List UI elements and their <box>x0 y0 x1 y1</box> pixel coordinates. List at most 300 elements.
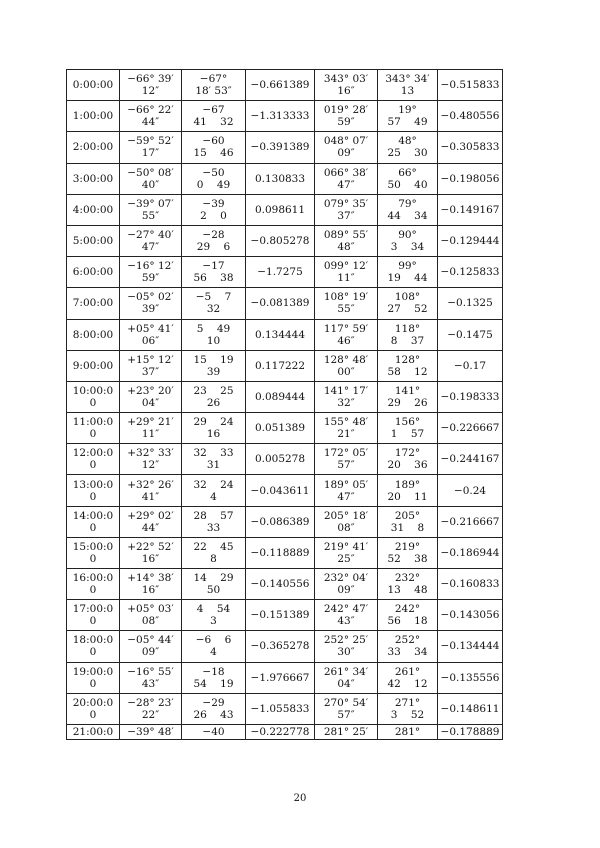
cell-line: 15 46 <box>193 147 234 160</box>
cell-line: 0.117222 <box>254 359 306 372</box>
cell-line: −0.134444 <box>440 640 500 653</box>
cell-line: 59″ <box>337 116 355 129</box>
cell-line: 11:00:0 <box>72 416 114 429</box>
cell-line: −0.125833 <box>440 266 500 279</box>
cell-line: 0.134444 <box>254 328 306 341</box>
diff-cell <box>246 70 315 101</box>
time-cell <box>67 537 120 568</box>
cell-line: 343° 03′ <box>323 73 369 86</box>
cell-line: 28 57 <box>193 509 234 522</box>
azimuth-rounded-cell <box>378 444 438 475</box>
azimuth-cell <box>315 569 378 600</box>
diff-cell <box>246 381 315 412</box>
azimuth-diff-cell <box>438 381 503 412</box>
cell-line: 17:00:0 <box>72 603 114 616</box>
cell-line: 8 <box>210 552 217 565</box>
cell-line: −0.086389 <box>250 515 310 528</box>
azimuth-diff-cell <box>438 132 503 163</box>
diff-cell <box>246 693 315 724</box>
cell-line: 04″ <box>337 677 355 690</box>
azimuth-diff-cell <box>438 70 503 101</box>
azimuth-cell <box>315 413 378 444</box>
angle-cell <box>120 319 182 350</box>
cell-line: −0.143056 <box>440 609 500 622</box>
table-row <box>67 506 503 537</box>
time-cell <box>67 132 120 163</box>
cell-line: 33 <box>206 521 221 534</box>
cell-line: 172° 05′ <box>323 447 369 460</box>
cell-line: −1.055833 <box>250 702 310 715</box>
page-number: 20 <box>293 793 307 804</box>
cell-line: 128° 48′ <box>323 353 369 366</box>
angle-cell <box>120 70 182 101</box>
time-cell <box>67 257 120 288</box>
cell-line: +14° 38′ <box>127 572 174 585</box>
cell-line: −1.976667 <box>250 671 310 684</box>
azimuth-rounded-cell <box>378 101 438 132</box>
azimuth-diff-cell <box>438 537 503 568</box>
cell-line: +32° 33′ <box>127 447 174 460</box>
azimuth-cell <box>315 70 378 101</box>
angle-rounded-cell <box>182 475 246 506</box>
angle-rounded-cell <box>182 257 246 288</box>
angle-cell <box>120 444 182 475</box>
cell-line: −0.222778 <box>250 725 310 738</box>
time-cell <box>67 288 120 319</box>
diff-cell <box>246 475 315 506</box>
angle-rounded-cell <box>182 600 246 631</box>
cell-line: 32 24 <box>193 478 234 491</box>
cell-line: 0 <box>89 584 97 597</box>
cell-line: 25 30 <box>387 147 428 160</box>
cell-line: +29° 21′ <box>127 416 174 429</box>
time-cell <box>67 444 120 475</box>
table-row <box>67 693 503 724</box>
diff-cell <box>246 132 315 163</box>
angle-cell <box>120 537 182 568</box>
cell-line: 2:00:00 <box>72 141 114 154</box>
cell-line: −40 <box>202 725 225 738</box>
cell-line: 56 38 <box>193 272 234 285</box>
azimuth-diff-cell <box>438 600 503 631</box>
azimuth-cell <box>315 163 378 194</box>
cell-line: 0 <box>89 552 97 565</box>
diff-cell <box>246 257 315 288</box>
cell-line: 32 <box>206 303 221 316</box>
cell-line: 25″ <box>337 552 355 565</box>
time-cell <box>67 225 120 256</box>
azimuth-rounded-cell <box>378 350 438 381</box>
angle-cell <box>120 724 182 739</box>
angle-rounded-cell <box>182 724 246 739</box>
cell-line: 9:00:00 <box>72 359 114 372</box>
table-row <box>67 194 503 225</box>
cell-line: 29 26 <box>387 396 428 409</box>
cell-line: 26 <box>206 396 221 409</box>
azimuth-cell <box>315 506 378 537</box>
cell-line: 0.051389 <box>254 422 306 435</box>
cell-line: −0.365278 <box>250 640 310 653</box>
cell-line: 59″ <box>141 272 160 285</box>
azimuth-rounded-cell <box>378 506 438 537</box>
diff-cell <box>246 413 315 444</box>
cell-line: 10:00:0 <box>72 384 114 397</box>
cell-line: 19° <box>398 104 417 117</box>
cell-line: 27 52 <box>387 303 428 316</box>
azimuth-cell <box>315 631 378 662</box>
cell-line: +29° 02′ <box>127 509 174 522</box>
cell-line: 155° 48′ <box>323 416 369 429</box>
cell-line: 261° <box>394 665 421 678</box>
cell-line: 20:00:0 <box>72 696 114 709</box>
cell-line: 172° <box>394 447 421 460</box>
cell-line: 6:00:00 <box>72 266 114 279</box>
cell-line: 39 <box>206 365 221 378</box>
cell-line: 32″ <box>337 396 355 409</box>
table-row <box>67 132 503 163</box>
azimuth-diff-cell <box>438 225 503 256</box>
azimuth-rounded-cell <box>378 569 438 600</box>
azimuth-cell <box>315 194 378 225</box>
azimuth-rounded-cell <box>378 475 438 506</box>
cell-line: −0.198056 <box>440 172 500 185</box>
azimuth-rounded-cell <box>378 537 438 568</box>
azimuth-rounded-cell <box>378 381 438 412</box>
table-row <box>67 444 503 475</box>
diff-cell <box>246 569 315 600</box>
angle-cell <box>120 506 182 537</box>
cell-line: 7:00:00 <box>72 297 114 310</box>
diff-cell <box>246 631 315 662</box>
cell-line: −0.178889 <box>440 725 500 738</box>
angle-rounded-cell <box>182 413 246 444</box>
cell-line: 47″ <box>337 178 355 191</box>
diff-cell <box>246 444 315 475</box>
cell-line: 13 <box>400 85 415 98</box>
cell-line: 09″ <box>141 646 160 659</box>
cell-line: −66° 39′ <box>127 73 174 86</box>
cell-line: 281° 25′ <box>323 725 369 738</box>
table-row <box>67 381 503 412</box>
diff-cell <box>246 319 315 350</box>
azimuth-cell <box>315 600 378 631</box>
table-row <box>67 257 503 288</box>
table-row <box>67 475 503 506</box>
cell-line: −0.226667 <box>440 422 500 435</box>
angle-rounded-cell <box>182 662 246 693</box>
cell-line: 4 54 <box>196 603 231 616</box>
angle-cell <box>120 381 182 412</box>
cell-line: 128° <box>394 353 421 366</box>
diff-cell <box>246 506 315 537</box>
cell-line: 4 <box>210 646 217 659</box>
cell-line: 46″ <box>337 334 355 347</box>
cell-line: 5:00:00 <box>72 235 114 248</box>
cell-line: +05° 41′ <box>127 322 174 335</box>
table-row <box>67 600 503 631</box>
cell-line: 16:00:0 <box>72 572 114 585</box>
cell-line: 15 19 <box>193 353 234 366</box>
cell-line: 5 49 <box>196 322 231 335</box>
cell-line: 48° <box>398 135 417 148</box>
time-cell <box>67 194 120 225</box>
table-row <box>67 225 503 256</box>
cell-line: 18′ 53″ <box>195 85 232 98</box>
cell-line: 019° 28′ <box>323 104 369 117</box>
cell-line: 3 <box>210 615 217 628</box>
cell-line: −0.081389 <box>250 297 310 310</box>
cell-line: +32° 26′ <box>127 478 174 491</box>
cell-line: +05° 03′ <box>127 603 174 616</box>
cell-line: 56 18 <box>387 615 428 628</box>
azimuth-rounded-cell <box>378 600 438 631</box>
cell-line: 50 40 <box>387 178 428 191</box>
cell-line: 242° <box>394 603 421 616</box>
time-cell <box>67 319 120 350</box>
azimuth-cell <box>315 475 378 506</box>
cell-line: 09″ <box>337 584 355 597</box>
cell-line: −05° 44′ <box>127 634 174 647</box>
azimuth-diff-cell <box>438 101 503 132</box>
diff-cell <box>246 225 315 256</box>
diff-cell <box>246 288 315 319</box>
time-cell <box>67 381 120 412</box>
cell-line: 55″ <box>337 303 355 316</box>
cell-line: 1:00:00 <box>72 110 114 123</box>
cell-line: 205° 18′ <box>323 509 369 522</box>
cell-line: −0.149167 <box>440 203 500 216</box>
angle-rounded-cell <box>182 693 246 724</box>
cell-line: −05° 02′ <box>127 291 174 304</box>
azimuth-rounded-cell <box>378 163 438 194</box>
cell-line: 117° 59′ <box>323 322 369 335</box>
cell-line: −0.1325 <box>447 297 493 310</box>
cell-line: 12″ <box>141 459 160 472</box>
cell-line: 22″ <box>141 708 160 721</box>
cell-line: 118° <box>394 322 421 335</box>
diff-cell <box>246 163 315 194</box>
cell-line: 219° <box>394 540 421 553</box>
azimuth-rounded-cell <box>378 132 438 163</box>
table-row <box>67 288 503 319</box>
azimuth-cell <box>315 693 378 724</box>
azimuth-cell <box>315 724 378 739</box>
time-cell <box>67 475 120 506</box>
azimuth-diff-cell <box>438 724 503 739</box>
cell-line: 8:00:00 <box>72 328 114 341</box>
table-row <box>67 163 503 194</box>
cell-line: 252° <box>394 634 421 647</box>
cell-line: 08″ <box>141 615 160 628</box>
cell-line: 47″ <box>337 490 355 503</box>
cell-line: −0.17 <box>453 359 487 372</box>
cell-line: 10 <box>206 334 221 347</box>
cell-line: −27° 40′ <box>127 229 174 242</box>
cell-line: 23 25 <box>193 384 234 397</box>
cell-line: 0 49 <box>196 178 231 191</box>
cell-line: 205° <box>394 509 421 522</box>
cell-line: 13 48 <box>387 584 428 597</box>
azimuth-rounded-cell <box>378 70 438 101</box>
azimuth-rounded-cell <box>378 257 438 288</box>
azimuth-diff-cell <box>438 631 503 662</box>
azimuth-cell <box>315 225 378 256</box>
azimuth-rounded-cell <box>378 631 438 662</box>
cell-line: 37″ <box>141 365 160 378</box>
angle-cell <box>120 569 182 600</box>
cell-line: 08″ <box>337 521 355 534</box>
diff-cell <box>246 101 315 132</box>
angle-cell <box>120 662 182 693</box>
cell-line: −0.515833 <box>440 79 500 92</box>
cell-line: 8 37 <box>390 334 425 347</box>
cell-line: 16″ <box>337 85 355 98</box>
cell-line: 16″ <box>141 584 160 597</box>
cell-line: 00″ <box>337 365 355 378</box>
cell-line: −28 <box>202 229 225 242</box>
angle-rounded-cell <box>182 319 246 350</box>
cell-line: 0 <box>89 459 97 472</box>
cell-line: 37″ <box>337 209 355 222</box>
angle-rounded-cell <box>182 537 246 568</box>
cell-line: 0 <box>89 396 97 409</box>
angle-cell <box>120 132 182 163</box>
angle-cell <box>120 693 182 724</box>
azimuth-cell <box>315 350 378 381</box>
diff-cell <box>246 350 315 381</box>
cell-line: 232° 04′ <box>323 572 369 585</box>
cell-line: −50 <box>202 166 225 179</box>
azimuth-diff-cell <box>438 662 503 693</box>
cell-line: 44″ <box>141 116 160 129</box>
cell-line: 31 <box>206 459 221 472</box>
cell-line: +23° 20′ <box>127 384 174 397</box>
cell-line: 22 45 <box>193 540 234 553</box>
azimuth-rounded-cell <box>378 194 438 225</box>
azimuth-diff-cell <box>438 350 503 381</box>
azimuth-rounded-cell <box>378 288 438 319</box>
cell-line: 19 44 <box>387 272 428 285</box>
azimuth-cell <box>315 662 378 693</box>
cell-line: 0 <box>89 646 97 659</box>
cell-line: −5 7 <box>195 291 232 304</box>
cell-line: −1.313333 <box>250 110 310 123</box>
angle-cell <box>120 631 182 662</box>
cell-line: 3 52 <box>390 708 425 721</box>
cell-line: −39° 07′ <box>127 197 174 210</box>
azimuth-diff-cell <box>438 413 503 444</box>
cell-line: 343° 34′ <box>385 73 430 86</box>
cell-line: 0:00:00 <box>72 79 114 92</box>
cell-line: −0.140556 <box>250 578 310 591</box>
cell-line: −0.135556 <box>440 671 500 684</box>
table-row <box>67 569 503 600</box>
cell-line: −0.661389 <box>250 79 310 92</box>
angle-cell <box>120 101 182 132</box>
diff-cell <box>246 537 315 568</box>
cell-line: −59° 52′ <box>127 135 174 148</box>
table-row <box>67 662 503 693</box>
cell-line: 43″ <box>337 615 355 628</box>
cell-line: 0.089444 <box>254 390 306 403</box>
azimuth-diff-cell <box>438 257 503 288</box>
cell-line: 4:00:00 <box>72 203 114 216</box>
angle-rounded-cell <box>182 444 246 475</box>
cell-line: 20 11 <box>387 490 428 503</box>
cell-line: 54 19 <box>193 677 234 690</box>
cell-line: 13:00:0 <box>72 478 114 491</box>
cell-line: −6 6 <box>195 634 232 647</box>
cell-line: 1 57 <box>390 428 425 441</box>
azimuth-cell <box>315 319 378 350</box>
cell-line: 33 34 <box>387 646 428 659</box>
cell-line: 099° 12′ <box>323 260 369 273</box>
angle-cell <box>120 194 182 225</box>
cell-line: 32 33 <box>193 447 234 460</box>
angle-rounded-cell <box>182 101 246 132</box>
angle-rounded-cell <box>182 569 246 600</box>
cell-line: 141° <box>394 384 421 397</box>
table-row <box>67 70 503 101</box>
cell-line: 58 12 <box>387 365 428 378</box>
cell-line: −67° <box>199 73 228 86</box>
cell-line: −0.391389 <box>250 141 310 154</box>
cell-line: 0 <box>89 615 97 628</box>
angle-rounded-cell <box>182 288 246 319</box>
cell-line: 2 0 <box>200 209 227 222</box>
cell-line: 04″ <box>141 396 160 409</box>
angle-rounded-cell <box>182 194 246 225</box>
cell-line: 048° 07′ <box>323 135 369 148</box>
cell-line: 16 <box>206 428 221 441</box>
cell-line: 40″ <box>141 178 160 191</box>
azimuth-cell <box>315 257 378 288</box>
azimuth-diff-cell <box>438 444 503 475</box>
angle-rounded-cell <box>182 225 246 256</box>
time-cell <box>67 662 120 693</box>
diff-cell <box>246 194 315 225</box>
data-table <box>66 69 503 740</box>
azimuth-diff-cell <box>438 693 503 724</box>
cell-line: 31 8 <box>390 521 425 534</box>
cell-line: 44″ <box>141 521 160 534</box>
cell-line: −0.480556 <box>440 110 500 123</box>
cell-line: 30″ <box>337 646 355 659</box>
cell-line: +22° 52′ <box>127 540 174 553</box>
cell-line: 47″ <box>141 241 160 254</box>
table-row <box>67 350 503 381</box>
cell-line: −0.148611 <box>440 702 500 715</box>
cell-line: 4 <box>210 490 217 503</box>
cell-line: 3 34 <box>390 241 425 254</box>
cell-line: +15° 12′ <box>127 353 174 366</box>
cell-line: 3:00:00 <box>72 172 114 185</box>
azimuth-rounded-cell <box>378 724 438 739</box>
angle-rounded-cell <box>182 350 246 381</box>
azimuth-diff-cell <box>438 569 503 600</box>
cell-line: 79° <box>398 197 417 210</box>
cell-line: 089° 55′ <box>323 229 369 242</box>
cell-line: −18 <box>202 665 225 678</box>
cell-line: −39 <box>202 197 225 210</box>
cell-line: −60 <box>202 135 225 148</box>
angle-rounded-cell <box>182 381 246 412</box>
table-row <box>67 413 503 444</box>
cell-line: −0.216667 <box>440 515 500 528</box>
cell-line: −0.118889 <box>250 546 310 559</box>
cell-line: 108° 19′ <box>323 291 369 304</box>
cell-line: 12″ <box>141 85 160 98</box>
